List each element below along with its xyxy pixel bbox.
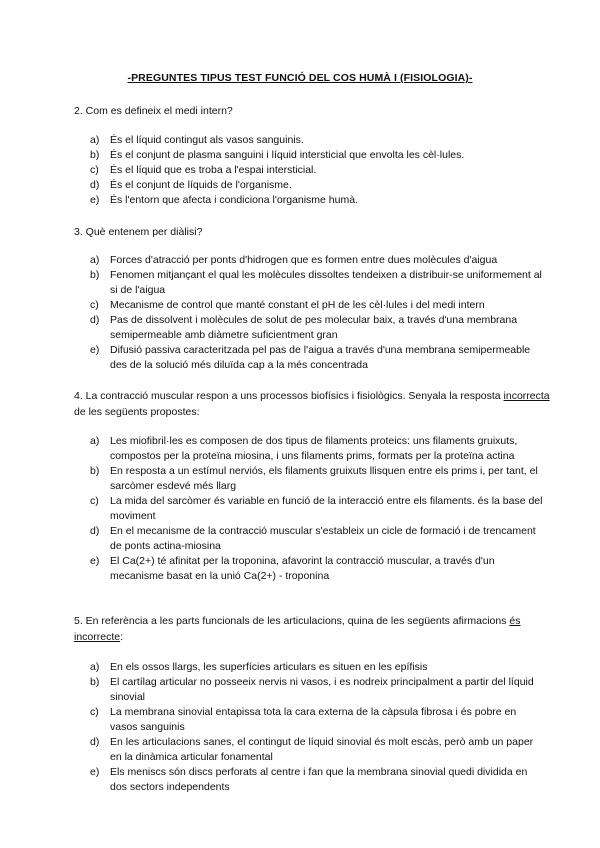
option-4a: a) Les miofibril·les es composen de dos tipus de filaments proteics: uns filaments gruixuts, compostos per la proteïna miosina, i uns filaments prims, formats per la proteïna actina: [90, 435, 518, 462]
question-5-options: [90, 660, 545, 795]
option-2c: c) És el líquid que es troba a l'espai intersticial.: [90, 164, 317, 176]
question-3-options: [90, 253, 545, 373]
option-2d: d) És el conjunt de líquids de l'organisme.: [90, 179, 292, 191]
question-2-options: [90, 133, 545, 208]
option-5a: a) En els ossos llargs, les superfícies articulars es situen en les epífisis: [90, 661, 428, 673]
option-2a: a) És el líquid contingut als vasos sanguinis.: [90, 134, 304, 146]
option-4d: d) En el mecanisme de la contracció muscular s'estableix un cicle de formació i de trencament de ponts actina-miosina: [90, 525, 536, 552]
question-5-emphasis: és incorrecte: [74, 615, 521, 643]
question-4-options: [90, 434, 545, 584]
option-3e: e) Difusió passiva caracteritzada pel pas de l'aigua a través d'una membrana semipermeable des de la solució més diluïda cap a la més concentrada: [90, 344, 531, 371]
option-4b: b) En resposta a un estímul nerviós, els filaments gruixuts llisquen entre els prims i, per tant, el sarcòmer esdevé més llarg: [90, 465, 538, 492]
option-5b: b) El cartílag articular no posseeix nervis ni vasos, i es nodreix principalment a partir del líquid sinovial: [90, 676, 534, 703]
option-4e: e) El Ca(2+) té afinitat per la troponina, afavorint la contracció muscular, a través d'un mecanisme basat en la unió Ca(2+) - troponina: [90, 555, 495, 582]
option-2e: e) És l'entorn que afecta i condiciona l'organisme humà.: [90, 194, 358, 206]
option-3d: d) Pas de dissolvent i molècules de solut de pes molecular baix, a través d'una membrana semipermeable amb diàmetre suficientment gran: [90, 314, 518, 341]
option-5c: c) La membrana sinovial entapissa tota la cara externa de la càpsula fibrosa i és pobre en vasos sanguinis: [90, 706, 517, 733]
question-2-text: 2. Com es defineix el medi intern?: [74, 105, 233, 117]
option-2b: b) És el conjunt de plasma sanguini i líquid intersticial que envolta les cèl·lules.: [90, 149, 465, 161]
option-5e: e) Els meniscs són discs perforats al centre i fan que la membrana sinovial quedi dividida en dos sectors independents: [90, 766, 528, 793]
question-5-text: 5. En referència a les parts funcionals de les articulacions, quina de les següents afirmacions és incorrecte:: [74, 615, 521, 643]
option-3a: a) Forces d'atracció per ponts d'hidrogen que es formen entre dues molècules d'aigua: [90, 254, 498, 266]
option-3c: c) Mecanisme de control que manté constant el pH de les cèl·lules i del medi intern: [90, 299, 485, 311]
option-5d: d) En les articulacions sanes, el contingut de líquid sinovial és molt escàs, però amb un paper en la dinàmica articular fonamental: [90, 736, 534, 763]
option-4c: c) La mida del sarcòmer és variable en funció de la interacció entre els filaments. és la base del moviment: [90, 495, 543, 522]
document-title: -PREGUNTES TIPUS TEST FUNCIÓ DEL COS HUMÀ I (FISIOLOGIA)-: [127, 72, 473, 84]
question-4-text: 4. La contracció muscular respon a uns processos biofísics i fisiològics. Senyala la resposta incorrecta de les següents propostes:: [74, 390, 550, 418]
question-4-emphasis: incorrecta: [503, 390, 550, 402]
option-3b: b) Fenomen mitjançant el qual les molècules dissoltes tendeixen a distribuir-se uniformement al si de l'aigua: [90, 269, 542, 296]
question-3-text: 3. Què entenem per diàlisi?: [74, 226, 203, 238]
